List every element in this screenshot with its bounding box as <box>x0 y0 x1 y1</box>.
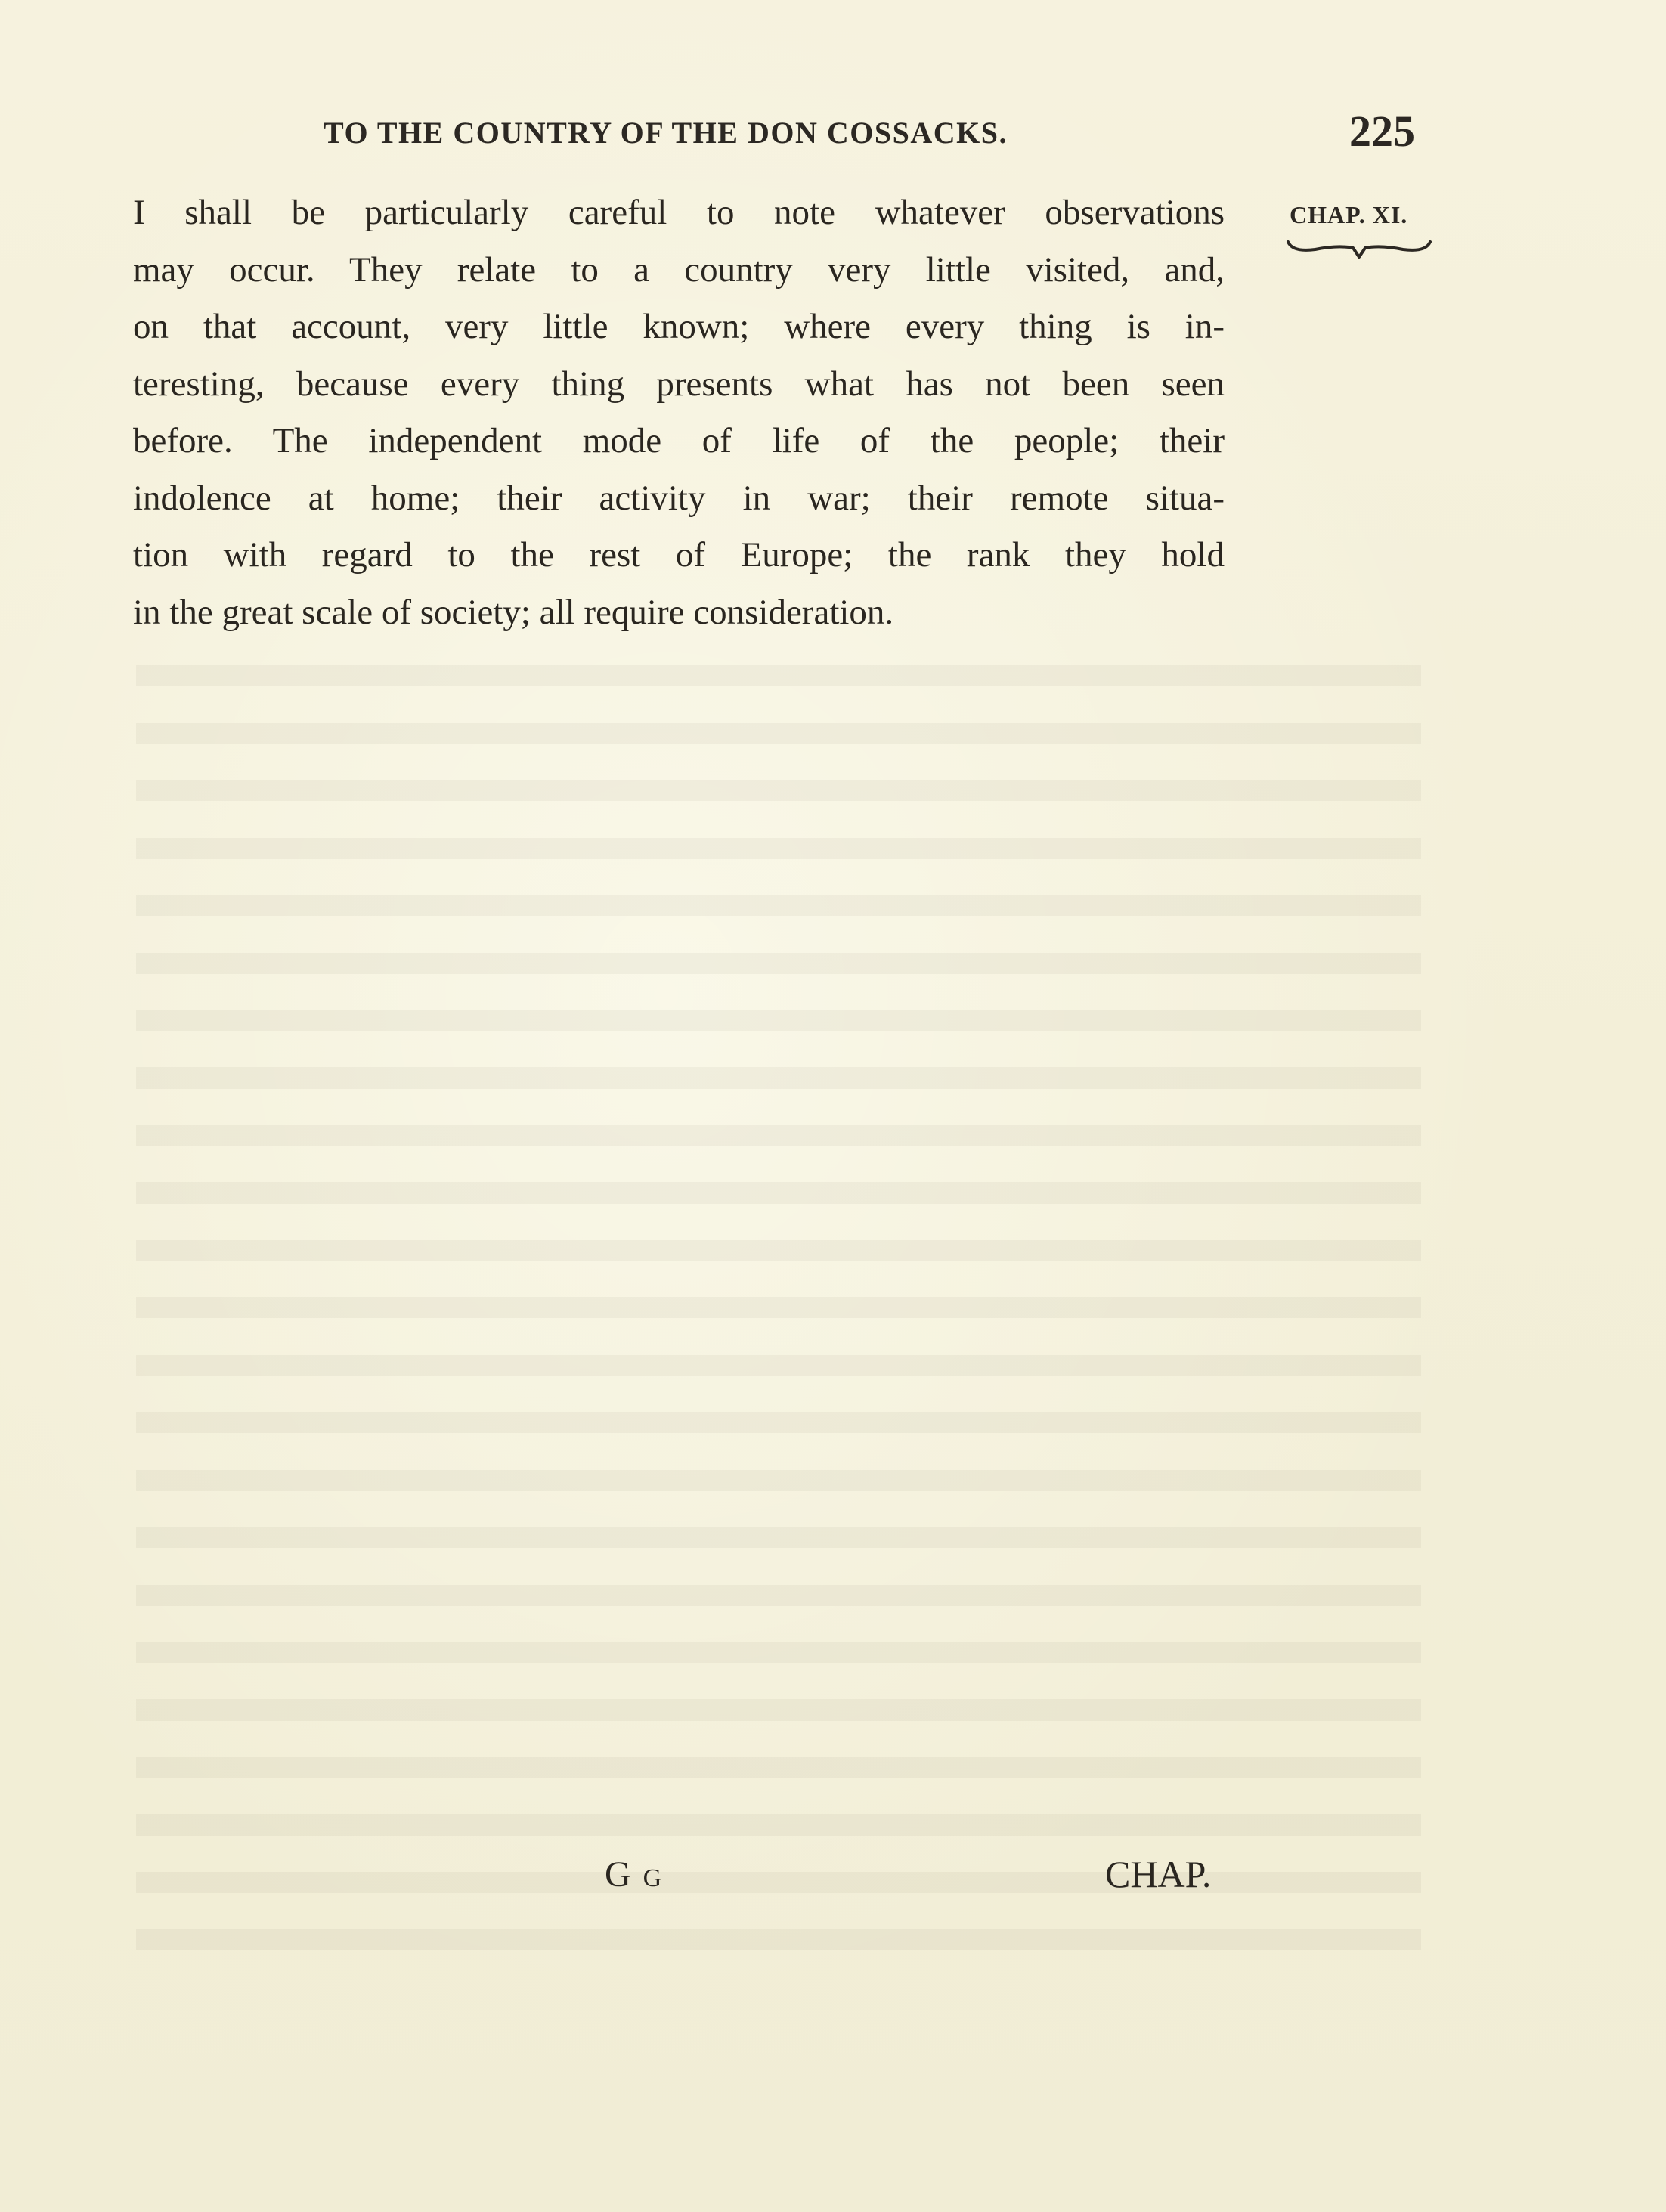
signature-letter: G <box>605 1854 633 1894</box>
page-number: 225 <box>1349 107 1415 156</box>
brace-ornament-icon <box>1285 236 1433 263</box>
body-paragraph <box>133 184 1225 641</box>
text-line: in the great scale of society; all require consideration. <box>133 592 894 632</box>
signature-letter-small: G <box>643 1864 664 1892</box>
text-line: on that account, very little known; where every thing is in- <box>133 307 1225 346</box>
text-line: before. The independent mode of life of the people; their <box>133 421 1225 460</box>
running-title: TO THE COUNTRY OF THE DON COSSACKS. <box>324 116 1008 150</box>
text-line: indolence at home; their activity in war; their remote situa- <box>133 478 1225 518</box>
margin-chapter-label: CHAP. XI. <box>1290 201 1408 228</box>
text-line: teresting, because every thing presents what has not been seen <box>133 364 1225 404</box>
text-line: tion with regard to the rest of Europe; the rank they hold <box>133 535 1225 575</box>
printer-signature-mark <box>605 1854 663 1895</box>
bleed-through-texture <box>136 665 1421 1950</box>
catchword: CHAP. <box>1105 1853 1212 1895</box>
text-line: may occur. They relate to a country very little visited, and, <box>133 249 1225 290</box>
text-line: I shall be particularly careful to note whatever observations <box>133 193 1225 232</box>
